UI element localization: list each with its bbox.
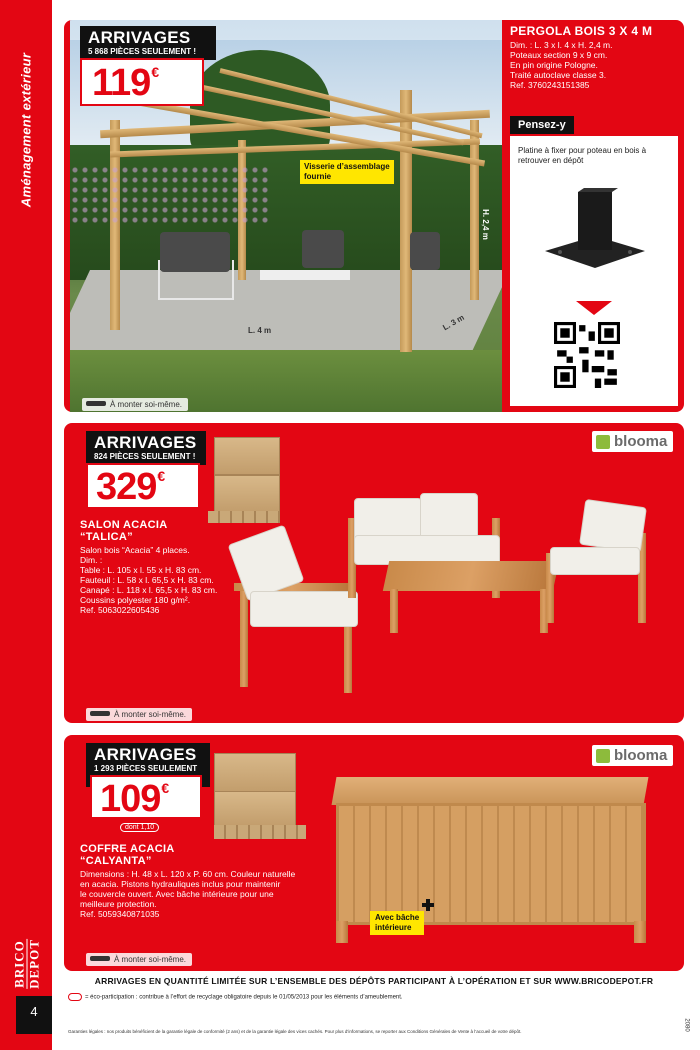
chair-seat-cushion [250,591,358,627]
desc-line: Dimensions : H. 48 x L. 120 x P. 60 cm. Couleur naturelle [80,869,296,879]
visserie-line2: fournie [304,172,332,181]
carton-box [214,475,280,513]
arrivage-badge [80,26,216,60]
desc-line: Table : L. 105 x l. 55 x H. 83 cm. [80,565,202,575]
desc-line: En pin origine Pologne. [510,60,598,70]
qr-code[interactable] [554,322,620,388]
product-title [80,843,175,867]
montage-label [86,708,192,721]
pensez-y-badge: Pensez-y [510,116,574,134]
page-number: 4 [30,1004,38,1019]
desc-line: Ref. 3760243151385 [510,80,590,90]
desc-line: Ref. 5059340871035 [80,909,160,919]
montage-text: À monter soi-même. [114,955,187,964]
title-line1: COFFRE ACACIA [80,843,175,855]
price-tag [90,775,202,819]
price-currency: € [161,780,170,796]
product-description [80,545,217,615]
visserie-label [300,160,394,184]
product-description [510,40,613,90]
pallet [208,511,280,523]
sofa-frame [158,260,234,300]
flowers [70,165,270,225]
leaf-icon [596,749,610,763]
montage-text: À monter soi-même. [114,710,187,719]
chair-seat-cushion [550,547,640,575]
salon-panel [64,423,684,723]
footer-disclaimer: ARRIVAGES EN QUANTITÉ LIMITÉE SUR L’ENSEMBLE DES DÉPÔTS PARTICIPANT À L’OPÉRATION ET SUR WWW.BRICODEPOT.FR [94,976,654,986]
arrivage-title: ARRIVAGES [94,433,197,452]
brand-text: blooma [614,433,668,450]
price-value: 109 [100,778,161,820]
leaf-icon [596,435,610,449]
plus-icon [422,899,434,911]
sofa-back-cushion [420,493,478,539]
logo-line1: BRICO [11,940,27,988]
brico-depot-logo [10,930,44,998]
desc-line: Canapé : L. 118 x l. 65,5 x H. 83 cm. [80,585,218,595]
montage-text: À monter soi-même. [110,400,183,409]
price-tag [80,58,204,106]
product-description [80,869,295,919]
bache-line2: intérieure [375,923,412,932]
carton-box [214,753,296,793]
desc-line: meilleure protection. [80,899,157,909]
pensez-y-box [510,136,678,406]
montage-label [82,398,188,411]
chair-back-cushion [579,499,647,553]
chest-lid [332,777,649,805]
footer-legal: Garanties légales : nos produits bénéficient de la garantie légale de conformité (2 ans) et de la garantie légale des vices cachés. Pour plus d’informations, se reporter aux Conditions Générales de Vente à l’accueil de votre dépôt. [68,1029,522,1034]
desc-line: Coussins polyester 180 g/m². [80,595,191,605]
dim-height: H. 2,4 m [480,209,490,240]
eco-participation-icon [68,993,82,1001]
price-value: 329 [96,466,157,508]
price-currency: € [151,64,160,80]
brand-text: blooma [614,747,668,764]
coffre-panel [64,735,684,971]
pergola-post [470,120,479,300]
eco-note-text: = éco-participation : contribue à l’effort de recyclage obligatoire depuis le 01/05/2013 pour les éléments d’ameublement. [85,994,403,1001]
arrow-down-icon [576,301,612,315]
footer-code: 2080 [683,1018,690,1032]
pergola-panel [64,20,684,412]
screwdriver-icon [90,956,110,961]
price-tag [86,463,200,509]
dim-width: L. 3 m [441,312,466,333]
title-line1: SALON ACACIA [80,519,168,531]
logo-line2: DEPOT [26,939,42,989]
bache-label [370,911,424,935]
blooma-logo [592,745,673,766]
carton-box [214,791,296,827]
pallet [214,825,306,839]
screwdriver-icon [86,401,106,406]
desc-line: Salon bois “Acacia” 4 places. [80,545,190,555]
chest-leg [634,921,646,943]
chest-body [336,803,646,925]
section-title: Aménagement extérieur [18,52,34,208]
coffee-table [260,270,350,280]
arrivage-pieces: 824 PIÈCES SEULEMENT ! [94,452,196,461]
garden-chair [302,230,344,268]
arrivage-pieces: 5 868 PIÈCES SEULEMENT ! [88,47,197,56]
price-value: 119 [92,62,151,104]
chest-leg [336,921,348,943]
arrivage-title: ARRIVAGES [88,28,191,47]
desc-line: Ref. 5063022605436 [80,605,160,615]
coffee-table [383,561,559,591]
price-currency: € [157,468,166,484]
screwdriver-icon [90,711,110,716]
arrivage-pieces: 1 293 PIÈCES SEULEMENT [94,764,198,773]
product-title: PERGOLA BOIS 3 X 4 M [510,24,653,38]
desc-line: Dim. : [80,555,103,565]
carton-box [214,437,280,475]
product-title [80,519,168,543]
montage-label [86,953,192,966]
arrivage-title: ARRIVAGES [94,745,197,764]
desc-line: en acacia. Pistons hydrauliques inclus pour maintenir [80,879,281,889]
pensez-y-text: Platine à fixer pour poteau en bois à retrouver en dépôt [518,146,647,165]
blooma-logo [592,431,673,452]
desc-line: Dim. : L. 3 x l. 4 x H. 2,4 m. [510,40,613,50]
eco-participation-badge: dont 1,10 [120,823,159,832]
desc-line: le couvercle ouvert. Avec bâche intérieure pour une [80,889,274,899]
title-line2: “TALICA” [80,531,133,543]
arrivage-badge [86,431,206,465]
desc-line: Fauteuil : L. 58 x l. 65,5 x H. 83 cm. [80,575,214,585]
table-leg [390,589,398,633]
footer-eco-note [68,993,403,1001]
garden-chair [410,232,440,270]
desc-line: Poteaux section 9 x 9 cm. [510,50,608,60]
desc-line: Traité autoclave classe 3. [510,70,607,80]
visserie-line1: Visserie d’assemblage [304,162,390,171]
title-line2: “CALYANTA” [80,855,152,867]
dim-length: L. 4 m [248,326,272,335]
post-plate-image [540,186,650,276]
bache-line1: Avec bâche [375,913,420,922]
